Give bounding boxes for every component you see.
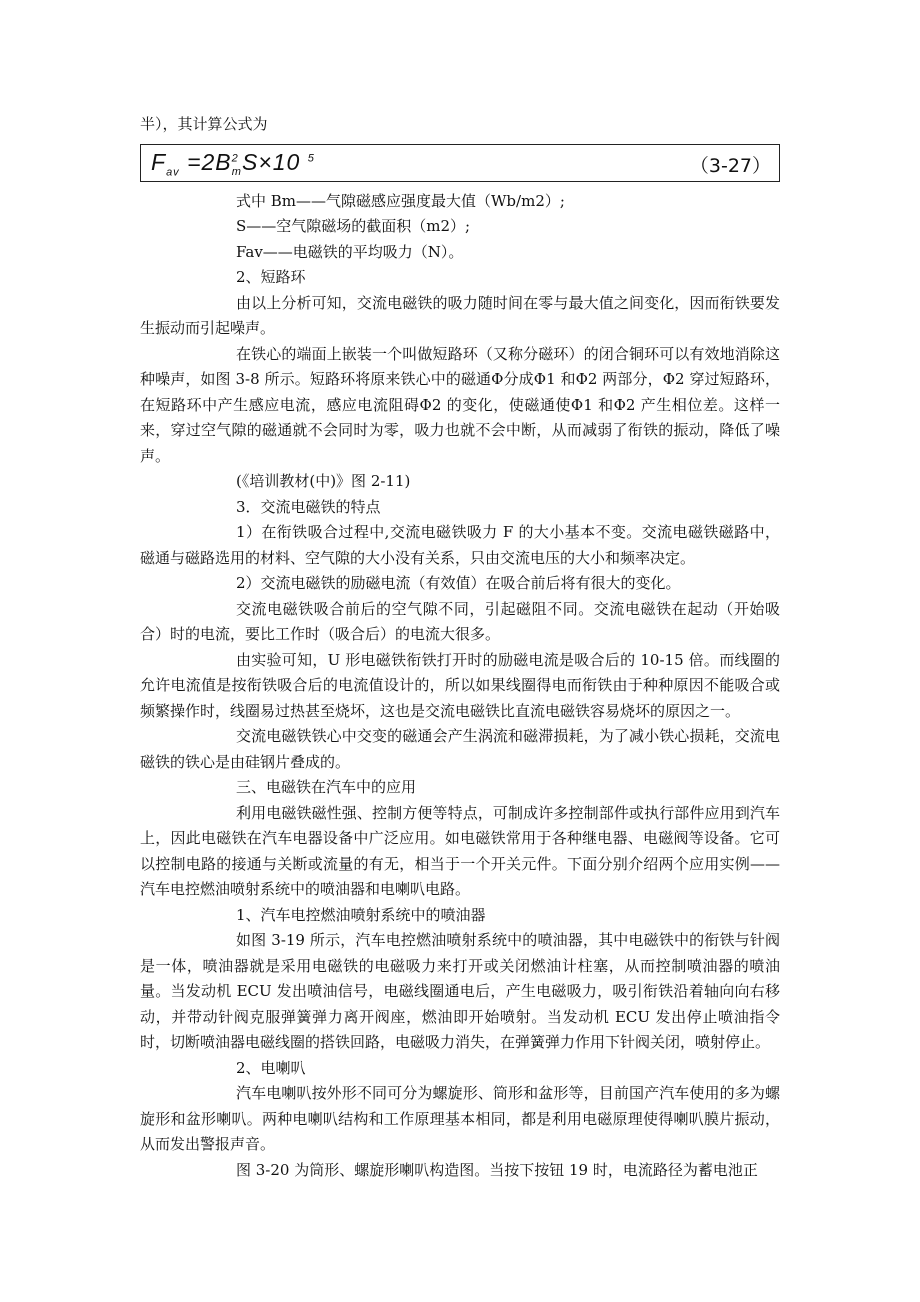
definition-line: Fav——电磁铁的平均吸力（N）。 bbox=[236, 242, 464, 261]
paragraph: 交流电磁铁吸合前后的空气隙不同，引起磁阻不同。交流电磁铁在起动（开始吸合）时的电流，要比工作时（吸合后）的电流大很多。 bbox=[140, 599, 780, 643]
paragraph: 在铁心的端面上嵌装一个叫做短路环（又称分磁环）的闭合铜环可以有效地消除这种噪声，如图 3-8 所示。短路环将原来铁心中的磁通Φ分成Φ1 和Φ2 两部分，Φ2 穿过短路环，在短路环中产生感应电流，感应电流阻碍Φ2 的变化，使磁通使Φ1 和Φ2 产生相位差。这样一来，穿过空气隙的磁通就不会同时为零，吸力也就不会中断，从而减弱了衔铁的振动，降低了噪声。 bbox=[140, 344, 780, 465]
section-heading: 2、短路环 bbox=[236, 268, 306, 286]
section-heading: 3．交流电磁铁的特点 bbox=[236, 497, 381, 516]
section-heading: 1、汽车电控燃油喷射系统中的喷油器 bbox=[236, 905, 486, 924]
paragraph: 2）交流电磁铁的励磁电流（有效值）在吸合前后将有很大的变化。 bbox=[236, 574, 681, 592]
formula-3-27: $F_{av} =2B^2_mS\times 10$ $^5$ bbox=[151, 148, 315, 179]
paragraph: 由以上分析可知，交流电磁铁的吸力随时间在零与最大值之间变化，因而衔铁要发生振动而引起噪声。 bbox=[140, 293, 780, 337]
paragraph: 交流电磁铁铁心中交变的磁通会产生涡流和磁滞损耗，为了减小铁心损耗，交流电磁铁的铁心是由硅钢片叠成的。 bbox=[140, 727, 780, 771]
paragraph: 1）在衔铁吸合过程中,交流电磁铁吸力 F 的大小基本不变。交流电磁铁磁路中，磁通与磁路选用的材料、空气隙的大小没有关系，只由交流电压的大小和频率决定。 bbox=[140, 523, 780, 567]
section-heading: 三、电磁铁在汽车中的应用 bbox=[236, 778, 417, 796]
document-page bbox=[140, 112, 780, 1183]
paragraph: 由实验可知，U 形电磁铁衔铁打开时的励磁电流是吸合后的 10-15 倍。而线圈的允许电流值是按衔铁吸合后的电流值设计的，所以如果线圈得电而衔铁由于种种原因不能吸合或频繁操作时，线圈易过热甚至烧坏，这也是交流电磁铁比直流电磁铁容易烧坏的原因之一。 bbox=[140, 650, 780, 720]
section-heading: 2、电喇叭 bbox=[236, 1058, 306, 1077]
definition-line: 式中 Bm——气隙磁感应强度最大值（Wb/m2）; bbox=[236, 191, 565, 210]
paragraph: 图 3-20 为筒形、螺旋形喇叭构造图。当按下按钮 19 时，电流路径为蓄电池正 bbox=[236, 1160, 758, 1179]
reference-line: (《培训教材(中)》图 2-11) bbox=[236, 472, 411, 490]
formula-box bbox=[140, 144, 780, 182]
paragraph: 汽车电喇叭按外形不同可分为螺旋形、筒形和盆形等，目前国产汽车使用的多为螺旋形和盆形喇叭。两种电喇叭结构和工作原理基本相同，都是利用电磁原理使得喇叭膜片振动，从而发出警报声音。 bbox=[140, 1084, 780, 1153]
paragraph: 利用电磁铁磁性强、控制方便等特点，可制成许多控制部件或执行部件应用到汽车上，因此电磁铁在汽车电器设备中广泛应用。如电磁铁常用于各种继电器、电磁阀等设备。它可以控制电路的接通与关断或流量的有无，相当于一个开关元件。下面分别介绍两个应用实例——汽车电控燃油喷射系统中的喷油器和电喇叭电路。 bbox=[140, 803, 780, 898]
paragraph: 如图 3-19 所示，汽车电控燃油喷射系统中的喷油器，其中电磁铁中的衔铁与针阀是一体，喷油器就是采用电磁铁的电磁吸力来打开或关闭燃油计柱塞，从而控制喷油器的喷油量。当发动机 ECU 发出喷油信号，电磁线圈通电后，产生电磁吸力，吸引衔铁沿着轴向向右移动，并带动针阀克服弹簧弹力离开阀座，燃油即开始喷射。当发动机 ECU 发出停止喷油指令时，切断喷油器电磁线圈的搭铁回路，电磁吸力消失，在弹簧弹力作用下针阀关闭，喷射停止。 bbox=[140, 931, 780, 1051]
definition-line: S——空气隙磁场的截面积（m2）; bbox=[236, 217, 471, 235]
equation-number: （3-27） bbox=[689, 154, 771, 177]
top-line: 半），其计算公式为 bbox=[140, 115, 268, 133]
